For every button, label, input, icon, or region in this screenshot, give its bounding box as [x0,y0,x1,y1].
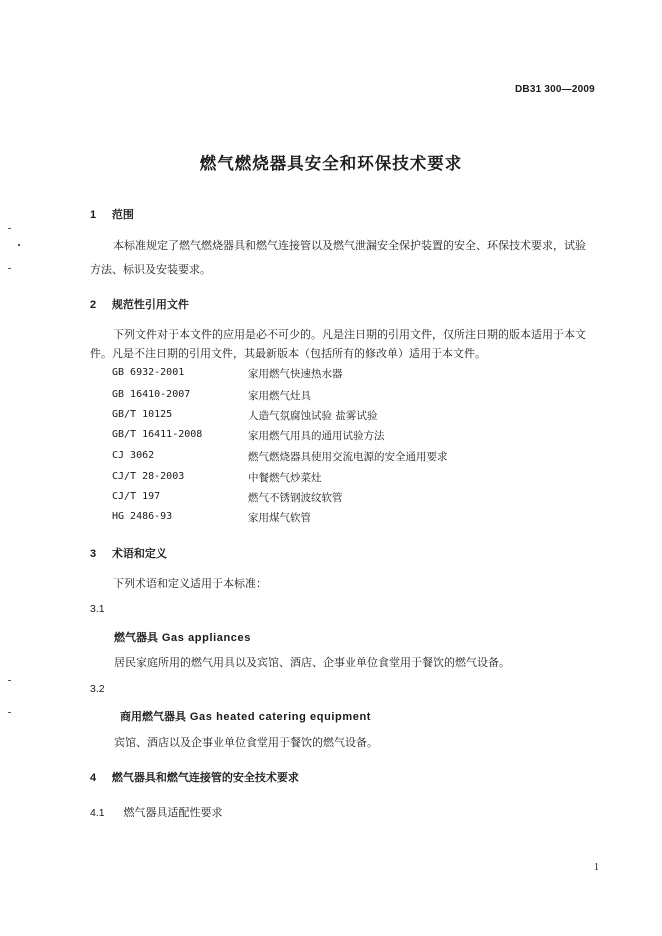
subsection-title: 燃气器具适配性要求 [123,806,223,819]
ref-title: 家用燃气用具的通用试验方法 [248,430,385,442]
document-code: DB31 300—2009 [515,84,595,95]
ref-code: HG 2486-93 [112,511,173,522]
scope-paragraph-line-2: 方法、标识及安装要求。 [90,263,211,276]
normative-paragraph-line-2: 件。凡是不注日期的引用文件，其最新版本（包括所有的修改单）适用于本文件。 [90,347,486,360]
term-definition: 宾馆、酒店以及企事业单位食堂用于餐饮的燃气设备。 [114,736,378,749]
section-number: 2 [90,299,97,311]
term-chinese: 商用燃气器具 [120,710,186,723]
scope-paragraph-line-1: 本标准规定了燃气燃烧器具和燃气连接管以及燃气泄漏安全保护装置的安全、环保技术要求，试验 [113,239,586,252]
term-heading [120,708,371,724]
section-title: 范围 [111,208,134,221]
page-number: 1 [594,862,599,873]
section-title: 规范性引用文件 [111,298,189,311]
subsection-number: 4.1 [90,807,105,819]
section-number: 4 [90,772,97,784]
ref-code: CJ/T 28-2003 [112,471,185,482]
scan-mark [8,228,11,229]
ref-code: GB/T 10125 [112,409,173,420]
subsection-number: 3.1 [90,603,105,615]
normative-paragraph-line-1: 下列文件对于本文件的应用是必不可少的。凡是注日期的引用文件，仅所注日期的版本适用于本文 [113,328,586,341]
ref-code: CJ 3062 [112,450,155,461]
ref-title: 家用煤气软管 [248,512,311,524]
section-number: 1 [90,209,97,221]
ref-title: 燃气不锈钢波纹软管 [248,492,343,504]
ref-title: 家用燃气快速热水器 [248,368,343,380]
ref-title: 燃气燃烧器具使用交流电源的安全通用要求 [248,451,448,463]
ref-code: CJ/T 197 [112,491,161,502]
terms-intro: 下列术语和定义适用于本标准： [113,577,267,590]
section-heading-normative [90,296,189,312]
section-number: 3 [90,548,97,560]
section-heading-terms [90,545,167,561]
ref-code: GB/T 16411-2008 [112,429,203,440]
scan-mark [8,680,11,681]
subsection-heading [90,804,223,820]
term-english: Gas heated catering equipment [189,711,372,723]
subsection-number: 3.2 [90,683,105,695]
term-definition: 居民家庭所用的燃气用具以及宾馆、酒店、企事业单位食堂用于餐饮的燃气设备。 [114,656,510,669]
scan-mark [8,268,11,269]
ref-code: GB 6932-2001 [112,367,185,378]
scan-mark [18,244,20,246]
section-heading-scope [90,206,134,222]
ref-code: GB 16410-2007 [112,389,191,400]
document-title: 燃气燃烧器具安全和环保技术要求 [199,154,463,173]
ref-title: 家用燃气灶具 [248,390,311,402]
scan-mark [8,712,11,713]
section-title: 术语和定义 [111,547,167,560]
term-chinese: 燃气器具 [114,631,158,644]
section-heading-safety [90,769,299,785]
section-title: 燃气器具和燃气连接管的安全技术要求 [111,771,299,784]
ref-title: 中餐燃气炒菜灶 [248,472,322,484]
term-heading [114,629,251,645]
ref-title: 人造气氛腐蚀试验 盐雾试验 [248,410,378,422]
term-english: Gas appliances [161,632,251,644]
